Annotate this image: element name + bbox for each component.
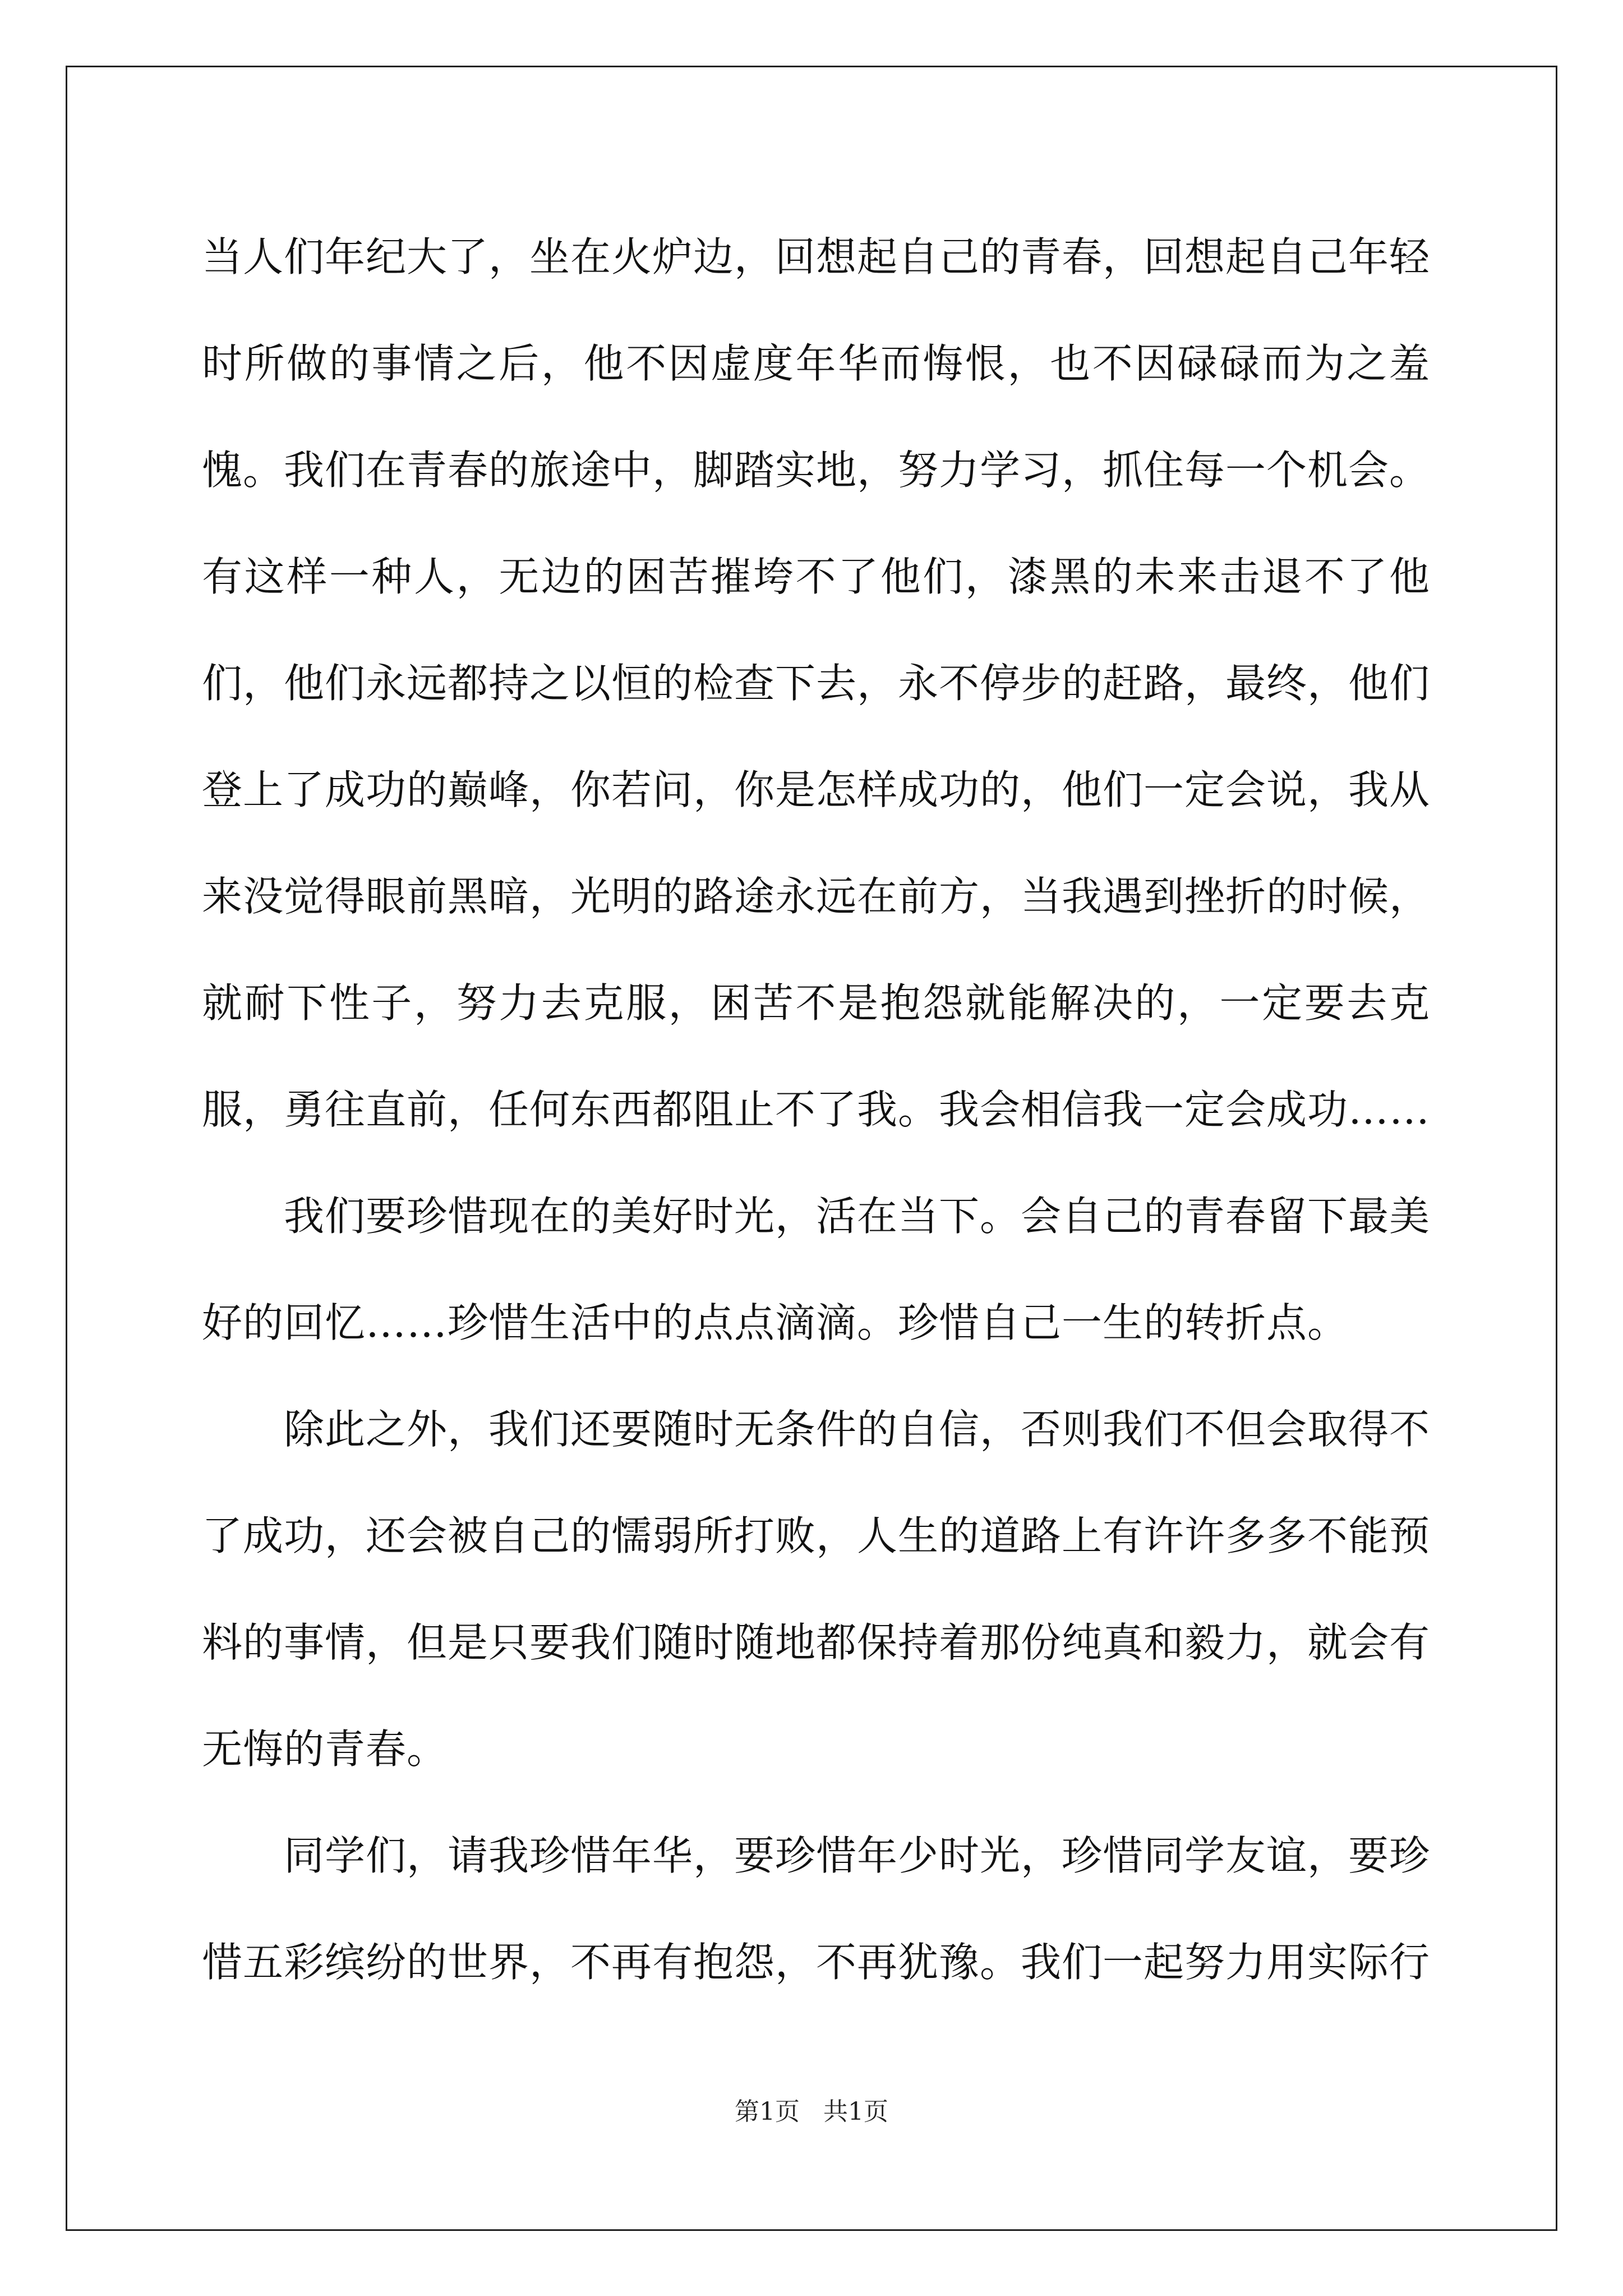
paragraph-3: 除此之外，我们还要随时无条件的自信，否则我们不但会取得不了成功，还会被自己的懦弱所打败，人生的道路上有许许多多不能预料的事情，但是只要我们随时随地都保持着那份纯真和毅力，就会有无悔的青春。 xyxy=(202,1406,1431,1773)
paragraph-2: 我们要珍惜现在的美好时光，活在当下。会自己的青春留下最美好的回忆……珍惜生活中的点点滴滴。珍惜自己一生的转折点。 xyxy=(202,1193,1431,1346)
paragraph-1: 当人们年纪大了，坐在火炉边，回想起自己的青春，回想起自己年轻时所做的事情之后，他不因虚度年华而悔恨，也不因碌碌而为之羞愧。我们在青春的旅途中，脚踏实地，努力学习，抓住每一个机会。有这样一种人，无边的困苦摧垮不了他们，漆黑的未来击退不了他们，他们永远都持之以恒的检查下去，永不停步的赶路，最终，他们登上了成功的巅峰，你若问，你是怎样成功的，他们一定会说，我从来没觉得眼前黑暗，光明的路途永远在前方，当我遇到挫折的时候，就耐下性子，努力去克服，困苦不是抱怨就能解决的，一定要去克服，勇往直前，任何东西都阻止不了我。我会相信我一定会成功…… xyxy=(202,233,1431,1133)
page-number-total: 共1页 xyxy=(823,2097,888,2126)
document-body xyxy=(202,204,1430,2016)
page-footer xyxy=(0,2095,1623,2129)
paragraph-4: 同学们，请我珍惜年华，要珍惜年少时光，珍惜同学友谊，要珍惜五彩缤纷的世界，不再有抱怨，不再犹豫。我们一起努力用实际行 xyxy=(202,1832,1431,1986)
page-number-current: 第1页 xyxy=(735,2097,800,2126)
